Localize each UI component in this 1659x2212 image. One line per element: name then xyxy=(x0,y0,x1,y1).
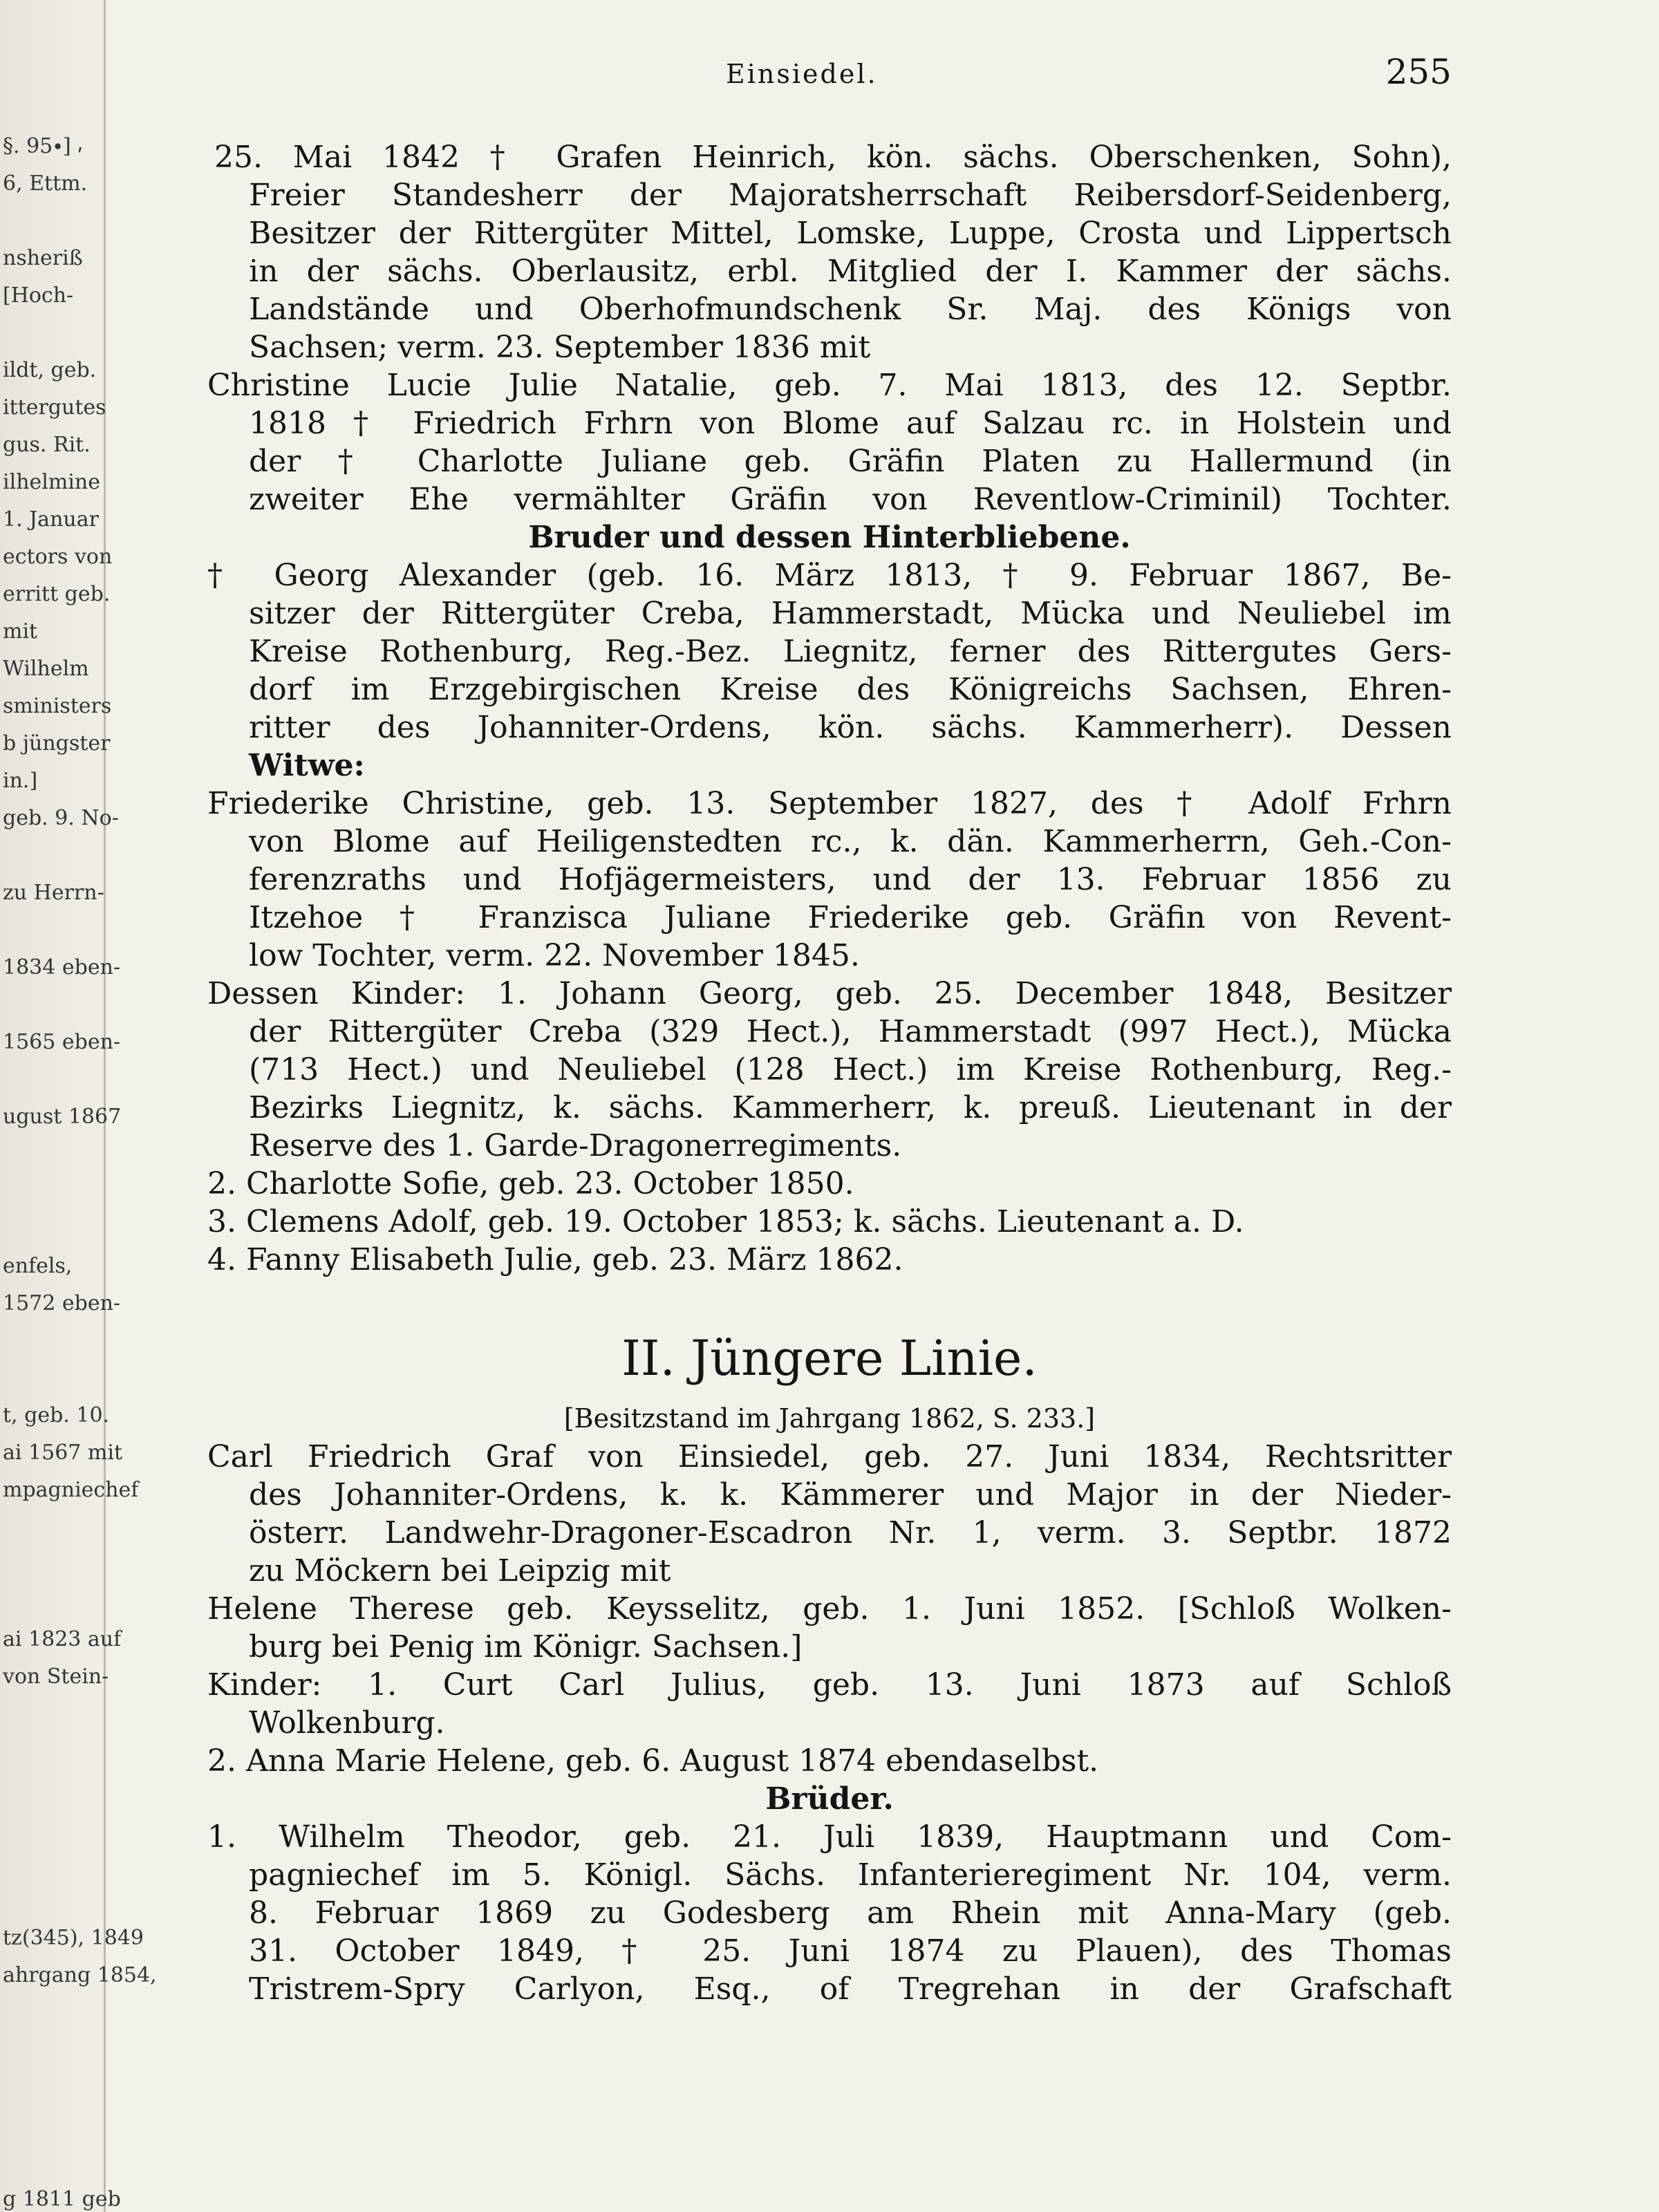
text-line: dorf im Erzgebirgischen Kreise des Königreichs Sachsen, Ehren- xyxy=(249,672,1452,707)
text-line: zweiter Ehe vermählter Gräfin von Reventlow-Criminil) Tochter. xyxy=(249,482,1452,517)
text-line: in der sächs. Oberlausitz, erbl. Mitglied der I. Kammer der sächs. xyxy=(249,254,1452,289)
gutter-fragment: geb. 9. No- xyxy=(3,806,119,830)
text-line: sitzer der Rittergüter Creba, Hammerstadt, Mücka und Neuliebel im xyxy=(249,596,1452,631)
gutter-fragment: zu Herrn- xyxy=(3,881,104,905)
gutter-fragment: 1565 eben- xyxy=(3,1030,121,1054)
section-heading: Bruder und dessen Hinterbliebene. xyxy=(528,520,1131,555)
text-line: Freier Standesherr der Majoratsherrschaft Reibersdorf-Seidenberg, xyxy=(249,178,1452,213)
page-number: 255 xyxy=(1385,52,1452,92)
text-line: low Tochter, verm. 22. November 1845. xyxy=(249,938,860,973)
text-line: Sachsen; verm. 23. September 1836 mit xyxy=(249,330,871,365)
gutter-fragment: ittergutes xyxy=(3,395,106,420)
text-line: 3. Clemens Adolf, geb. 19. October 1853; k. sächs. Lieutenant a. D. xyxy=(207,1204,1244,1239)
text-line: 8. Februar 1869 zu Godesberg am Rhein mit Anna-Mary (geb. xyxy=(249,1895,1452,1931)
text-line: Wolkenburg. xyxy=(249,1705,445,1741)
gutter-fragment: nsheriß xyxy=(3,246,83,270)
running-head: Einsiedel. xyxy=(726,59,878,89)
gutter-fragment: von Stein- xyxy=(3,1665,109,1689)
text-line: von Blome auf Heiligenstedten rc., k. dän. Kammerherrn, Geh.-Con- xyxy=(249,824,1452,859)
gutter-fragment: [Hoch- xyxy=(3,283,74,308)
text-line: 1818 † Friedrich Frhrn von Blome auf Salzau rc. in Holstein und xyxy=(249,406,1452,441)
text-line: Helene Therese geb. Keysselitz, geb. 1. Juni 1852. [Schloß Wolken- xyxy=(207,1591,1452,1627)
text-line: des Johanniter-Ordens, k. k. Kämmerer und Major in der Nieder- xyxy=(249,1477,1452,1512)
gutter-fragment: mit xyxy=(3,619,38,644)
section-subheading: [Besitzstand im Jahrgang 1862, S. 233.] xyxy=(563,1403,1096,1434)
gutter-fragment: ugust 1867 xyxy=(3,1105,122,1129)
text-line: † Georg Alexander (geb. 16. März 1813, † 9. Februar 1867, Be- xyxy=(207,558,1452,593)
text-line: ferenzraths und Hofjägermeisters, und der 13. Februar 1856 zu xyxy=(249,862,1452,897)
section-heading: Brüder. xyxy=(765,1781,894,1817)
gutter-fragment: ai 1567 mit xyxy=(3,1441,122,1465)
text-line: 25. Mai 1842 † Grafen Heinrich, kön. sächs. Oberschenken, Sohn), xyxy=(214,140,1452,175)
text-line: österr. Landwehr-Dragoner-Escadron Nr. 1, verm. 3. Septbr. 1872 xyxy=(249,1515,1452,1550)
text-line: Dessen Kinder: 1. Johann Georg, geb. 25. December 1848, Besitzer xyxy=(207,976,1452,1011)
text-line: Besitzer der Rittergüter Mittel, Lomske, Luppe, Crosta und Lippertsch xyxy=(249,216,1452,251)
gutter-fragment: sministers xyxy=(3,694,112,718)
text-line: Carl Friedrich Graf von Einsiedel, geb. 27. Juni 1834, Rechtsritter xyxy=(207,1439,1452,1474)
gutter-fragment: ilhelmine xyxy=(3,470,100,494)
page-header xyxy=(726,52,1452,107)
gutter-fragment: enfels, xyxy=(3,1254,73,1278)
gutter-fragment: gus. Rit. xyxy=(3,433,91,457)
text-line: Christine Lucie Julie Natalie, geb. 7. Mai 1813, des 12. Septbr. xyxy=(207,368,1452,403)
spacer xyxy=(207,1279,1452,1317)
gutter-fragment: Wilhelm xyxy=(3,657,89,681)
gutter-fragment: in.] xyxy=(3,769,38,793)
text-line: zu Möckern bei Leipzig mit xyxy=(249,1553,671,1588)
text-line: der Rittergüter Creba (329 Hect.), Hammerstadt (997 Hect.), Mücka xyxy=(249,1014,1452,1049)
gutter-fragment: §. 95∙] ⸴ xyxy=(3,134,84,158)
text-line: pagniechef im 5. Königl. Sächs. Infanterieregiment Nr. 104, verm. xyxy=(249,1857,1452,1893)
gutter-fragment: erritt geb. xyxy=(3,582,111,606)
gutter-fragment: ahrgang 1854, xyxy=(3,1963,157,1987)
gutter-fragment: b jüngster xyxy=(3,731,111,756)
text-line: 2. Charlotte Sofie, geb. 23. October 1850. xyxy=(207,1166,854,1201)
text-line: Kinder: 1. Curt Carl Julius, geb. 13. Juni 1873 auf Schloß xyxy=(207,1667,1452,1703)
text-line: 31. October 1849, † 25. Juni 1874 zu Plauen), des Thomas xyxy=(249,1933,1452,1969)
text-line: Tristrem-Spry Carlyon, Esq., of Tregrehan in der Grafschaft xyxy=(249,1971,1452,2007)
text-line: Bezirks Liegnitz, k. sächs. Kammerherr, k. preuß. Lieutenant in der xyxy=(249,1090,1452,1125)
gutter-fragment: ectors von xyxy=(3,545,113,569)
text-line: 2. Anna Marie Helene, geb. 6. August 1874 ebendaselbst. xyxy=(207,1743,1099,1779)
text-line: Itzehoe † Franzisca Juliane Friederike geb. Gräfin von Revent- xyxy=(249,900,1452,935)
text-line: 4. Fanny Elisabeth Julie, geb. 23. März 1862. xyxy=(207,1242,903,1277)
text-line: der † Charlotte Juliane geb. Gräfin Platen zu Hallermund (in xyxy=(249,444,1452,479)
text-line: Witwe: xyxy=(249,748,365,783)
gutter-fragment: 1834 eben- xyxy=(3,955,121,980)
gutter-fragment: ai 1823 auf xyxy=(3,1627,122,1651)
gutter-fragment: 6, Ettm. xyxy=(3,171,88,196)
text-line: burg bei Penig im Königr. Sachsen.] xyxy=(249,1629,803,1665)
text-line: ritter des Johanniter-Ordens, kön. sächs. Kammerherr). Dessen xyxy=(249,710,1452,745)
gutter-fragment: ildt, geb. xyxy=(3,358,97,382)
page-body xyxy=(207,138,1452,2008)
text-line: Landstände und Oberhofmundschenk Sr. Maj. des Königs von xyxy=(249,292,1452,327)
gutter-fragment: mpagniechef xyxy=(3,1478,139,1502)
gutter-fragment: 1. Januar xyxy=(3,507,99,532)
text-line: Friederike Christine, geb. 13. September 1827, des † Adolf Frhrn xyxy=(207,786,1452,821)
gutter-fragment: 1572 eben- xyxy=(3,1291,121,1315)
gutter-fragment: tz(345), 1849 xyxy=(3,1926,144,1950)
section-title: II. Jüngere Linie. xyxy=(621,1330,1038,1387)
text-line: 1. Wilhelm Theodor, geb. 21. Juli 1839, Hauptmann und Com- xyxy=(207,1819,1452,1855)
text-line: Reserve des 1. Garde-Dragonerregiments. xyxy=(249,1128,902,1163)
text-line: Kreise Rothenburg, Reg.-Bez. Liegnitz, ferner des Rittergutes Gers- xyxy=(249,634,1452,669)
gutter-fragment: t, geb. 10. xyxy=(3,1403,110,1427)
text-line: (713 Hect.) und Neuliebel (128 Hect.) im Kreise Rothenburg, Reg.- xyxy=(249,1052,1452,1087)
gutter-fragment: g 1811 geb xyxy=(3,2187,121,2211)
